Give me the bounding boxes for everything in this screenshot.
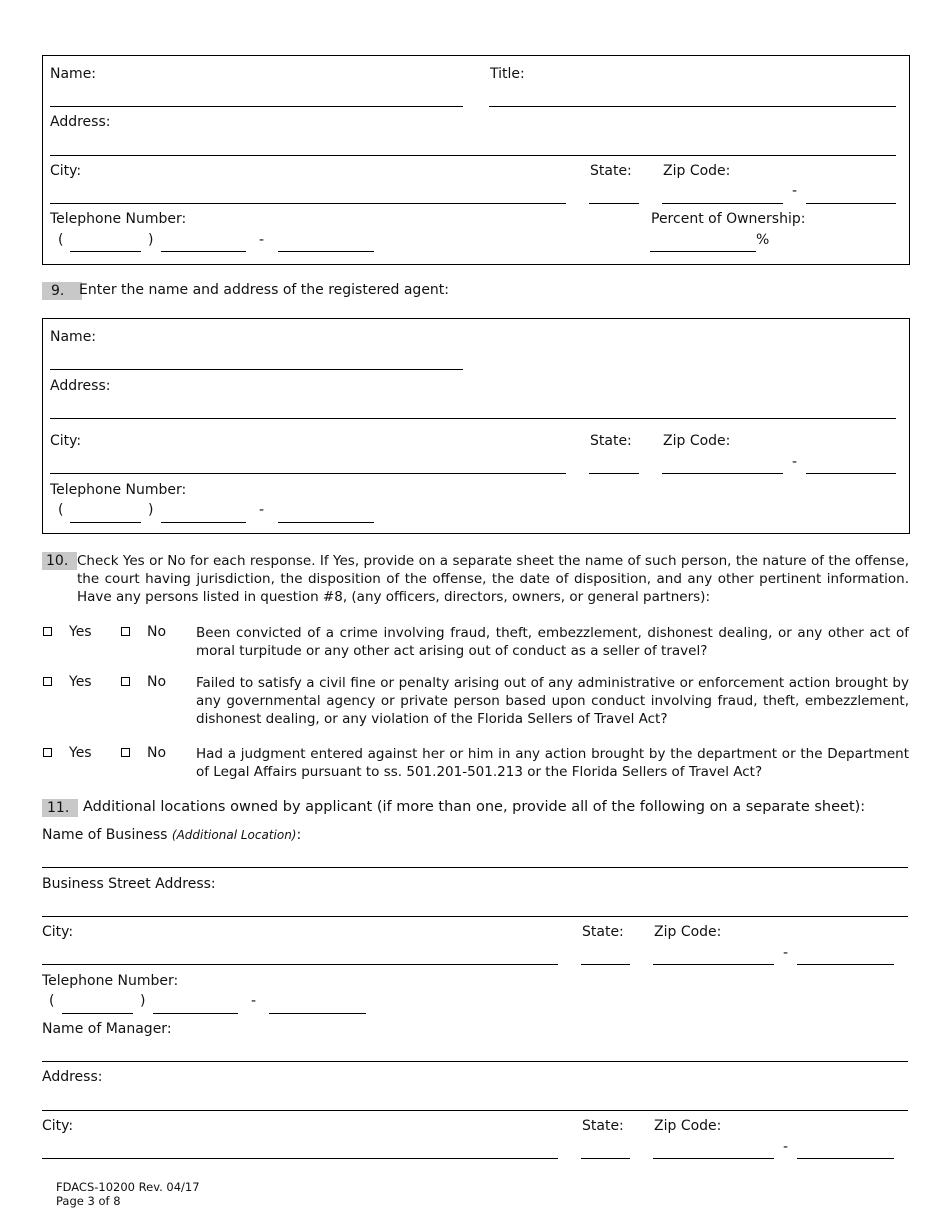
- owner-address-label: Address:: [50, 114, 111, 130]
- owner-city-field[interactable]: [50, 203, 566, 204]
- question-9-number: 9.: [42, 282, 82, 300]
- business-state-field[interactable]: [581, 964, 630, 965]
- owner-name-field[interactable]: [50, 106, 463, 107]
- manager-state-label: State:: [582, 1118, 624, 1134]
- manager-city-field[interactable]: [42, 1158, 558, 1159]
- owner-zip-ext-field[interactable]: [806, 203, 896, 204]
- business-phone-close: ): [140, 993, 146, 1009]
- footer-page-number: Page 3 of 8: [56, 1194, 121, 1208]
- agent-state-label: State:: [590, 433, 632, 449]
- question-10-number: 10.: [42, 552, 77, 570]
- business-zip-label: Zip Code:: [654, 924, 722, 940]
- business-phone-area-field[interactable]: [62, 1013, 133, 1014]
- agent-city-label: City:: [50, 433, 82, 449]
- q10-item3-yes-label: Yes: [69, 745, 92, 761]
- agent-telephone-label: Telephone Number:: [50, 482, 187, 498]
- agent-info-box: [42, 318, 910, 534]
- business-name-label: [42, 827, 301, 843]
- agent-phone-prefix-field[interactable]: [161, 522, 246, 523]
- manager-city-label: City:: [42, 1118, 74, 1134]
- owner-phone-line-field[interactable]: [278, 251, 374, 252]
- agent-phone-close: ): [148, 502, 154, 518]
- owner-phone-dash: -: [259, 232, 265, 248]
- business-phone-prefix-field[interactable]: [153, 1013, 238, 1014]
- q10-item3-no-checkbox[interactable]: [121, 748, 130, 757]
- owner-title-label: Title:: [490, 66, 525, 82]
- agent-zip-label: Zip Code:: [663, 433, 731, 449]
- manager-state-field[interactable]: [581, 1158, 630, 1159]
- agent-name-label: Name:: [50, 329, 97, 345]
- q10-item1-no-label: No: [147, 624, 167, 640]
- owner-percent-sign: %: [756, 232, 770, 248]
- q10-item2-text: Failed to satisfy a civil fine or penalty arising out of any administrative or enforcement action brought by any governmental agency or private person based upon conduct involving fraud, theft, embezzlement, dishonest dealing, or any violation of the Florida Sellers of Travel Act?: [196, 675, 909, 727]
- manager-name-field[interactable]: [42, 1061, 908, 1062]
- owner-city-label: City:: [50, 163, 82, 179]
- owner-state-label: State:: [590, 163, 632, 179]
- question-11-number: 11.: [42, 799, 78, 817]
- owner-state-field[interactable]: [589, 203, 639, 204]
- agent-zip-ext-field[interactable]: [806, 473, 896, 474]
- owner-address-field[interactable]: [50, 155, 896, 156]
- agent-zip-dash: -: [792, 454, 798, 470]
- agent-address-field[interactable]: [50, 418, 896, 419]
- owner-telephone-label: Telephone Number:: [50, 211, 187, 227]
- q10-item1-yes-label: Yes: [69, 624, 92, 640]
- manager-zip-ext-field[interactable]: [797, 1158, 894, 1159]
- business-street-field[interactable]: [42, 916, 908, 917]
- agent-name-field[interactable]: [50, 369, 463, 370]
- owner-phone-close: ): [148, 232, 154, 248]
- business-street-label: Business Street Address:: [42, 876, 216, 892]
- owner-percent-label: Percent of Ownership:: [651, 211, 806, 227]
- agent-city-field[interactable]: [50, 473, 566, 474]
- agent-state-field[interactable]: [589, 473, 639, 474]
- business-zip-field[interactable]: [653, 964, 774, 965]
- q10-item3-yes-checkbox[interactable]: [43, 748, 52, 757]
- business-state-label: State:: [582, 924, 624, 940]
- manager-zip-field[interactable]: [653, 1158, 774, 1159]
- question-10-text: Check Yes or No for each response. If Yes, provide on a separate sheet the name of such person, the nature of the offense, the court having jurisdiction, the disposition of the offense, the date of disposition, and any other pertinent information. Have any persons listed in question #8, (any officers, directors, owners, or general partners):: [77, 553, 909, 605]
- business-zip-dash: -: [783, 945, 789, 961]
- agent-phone-dash: -: [259, 502, 265, 518]
- q10-item3-text: Had a judgment entered against her or him in any action brought by the department or the Department of Legal Affairs pursuant to ss. 501.201-501.213 or the Florida Sellers of Travel Act?: [196, 746, 909, 780]
- business-city-field[interactable]: [42, 964, 558, 965]
- business-name-note: (Additional Location): [171, 828, 297, 842]
- manager-zip-dash: -: [783, 1139, 789, 1155]
- business-name-field[interactable]: [42, 867, 908, 868]
- business-telephone-label: Telephone Number:: [42, 973, 179, 989]
- owner-name-label: Name:: [50, 66, 97, 82]
- q10-item1-no-checkbox[interactable]: [121, 627, 130, 636]
- footer-form-id: FDACS-10200 Rev. 04/17: [56, 1180, 200, 1194]
- owner-info-box: [42, 55, 910, 265]
- agent-phone-open: (: [58, 502, 64, 518]
- owner-phone-open: (: [58, 232, 64, 248]
- business-name-label-text: Name of Business: [42, 827, 168, 843]
- agent-phone-area-field[interactable]: [70, 522, 141, 523]
- q10-item2-yes-checkbox[interactable]: [43, 677, 52, 686]
- agent-phone-line-field[interactable]: [278, 522, 374, 523]
- manager-address-field[interactable]: [42, 1110, 908, 1111]
- owner-phone-area-field[interactable]: [70, 251, 141, 252]
- business-phone-line-field[interactable]: [269, 1013, 366, 1014]
- q10-item2-no-checkbox[interactable]: [121, 677, 130, 686]
- manager-name-label: Name of Manager:: [42, 1021, 172, 1037]
- owner-zip-dash: -: [792, 183, 798, 199]
- owner-zip-field[interactable]: [662, 203, 783, 204]
- q10-item2-no-label: No: [147, 674, 167, 690]
- q10-item3-no-label: No: [147, 745, 167, 761]
- business-zip-ext-field[interactable]: [797, 964, 894, 965]
- business-phone-open: (: [49, 993, 55, 1009]
- question-9-text: Enter the name and address of the registered agent:: [79, 282, 450, 298]
- business-phone-dash: -: [251, 993, 257, 1009]
- agent-address-label: Address:: [50, 378, 111, 394]
- agent-zip-field[interactable]: [662, 473, 783, 474]
- q10-item1-yes-checkbox[interactable]: [43, 627, 52, 636]
- owner-title-field[interactable]: [489, 106, 896, 107]
- owner-percent-field[interactable]: [650, 251, 756, 252]
- business-name-colon: :: [296, 827, 302, 843]
- q10-item1-text: Been convicted of a crime involving fraud, theft, embezzlement, dishonest dealing, or any other act of moral turpitude or any other act arising out of conduct as a seller of travel?: [196, 625, 909, 659]
- owner-phone-prefix-field[interactable]: [161, 251, 246, 252]
- question-11-text: Additional locations owned by applicant (if more than one, provide all of the following on a separate sheet):: [83, 799, 866, 815]
- q10-item2-yes-label: Yes: [69, 674, 92, 690]
- manager-address-label: Address:: [42, 1069, 103, 1085]
- owner-zip-label: Zip Code:: [663, 163, 731, 179]
- manager-zip-label: Zip Code:: [654, 1118, 722, 1134]
- business-city-label: City:: [42, 924, 74, 940]
